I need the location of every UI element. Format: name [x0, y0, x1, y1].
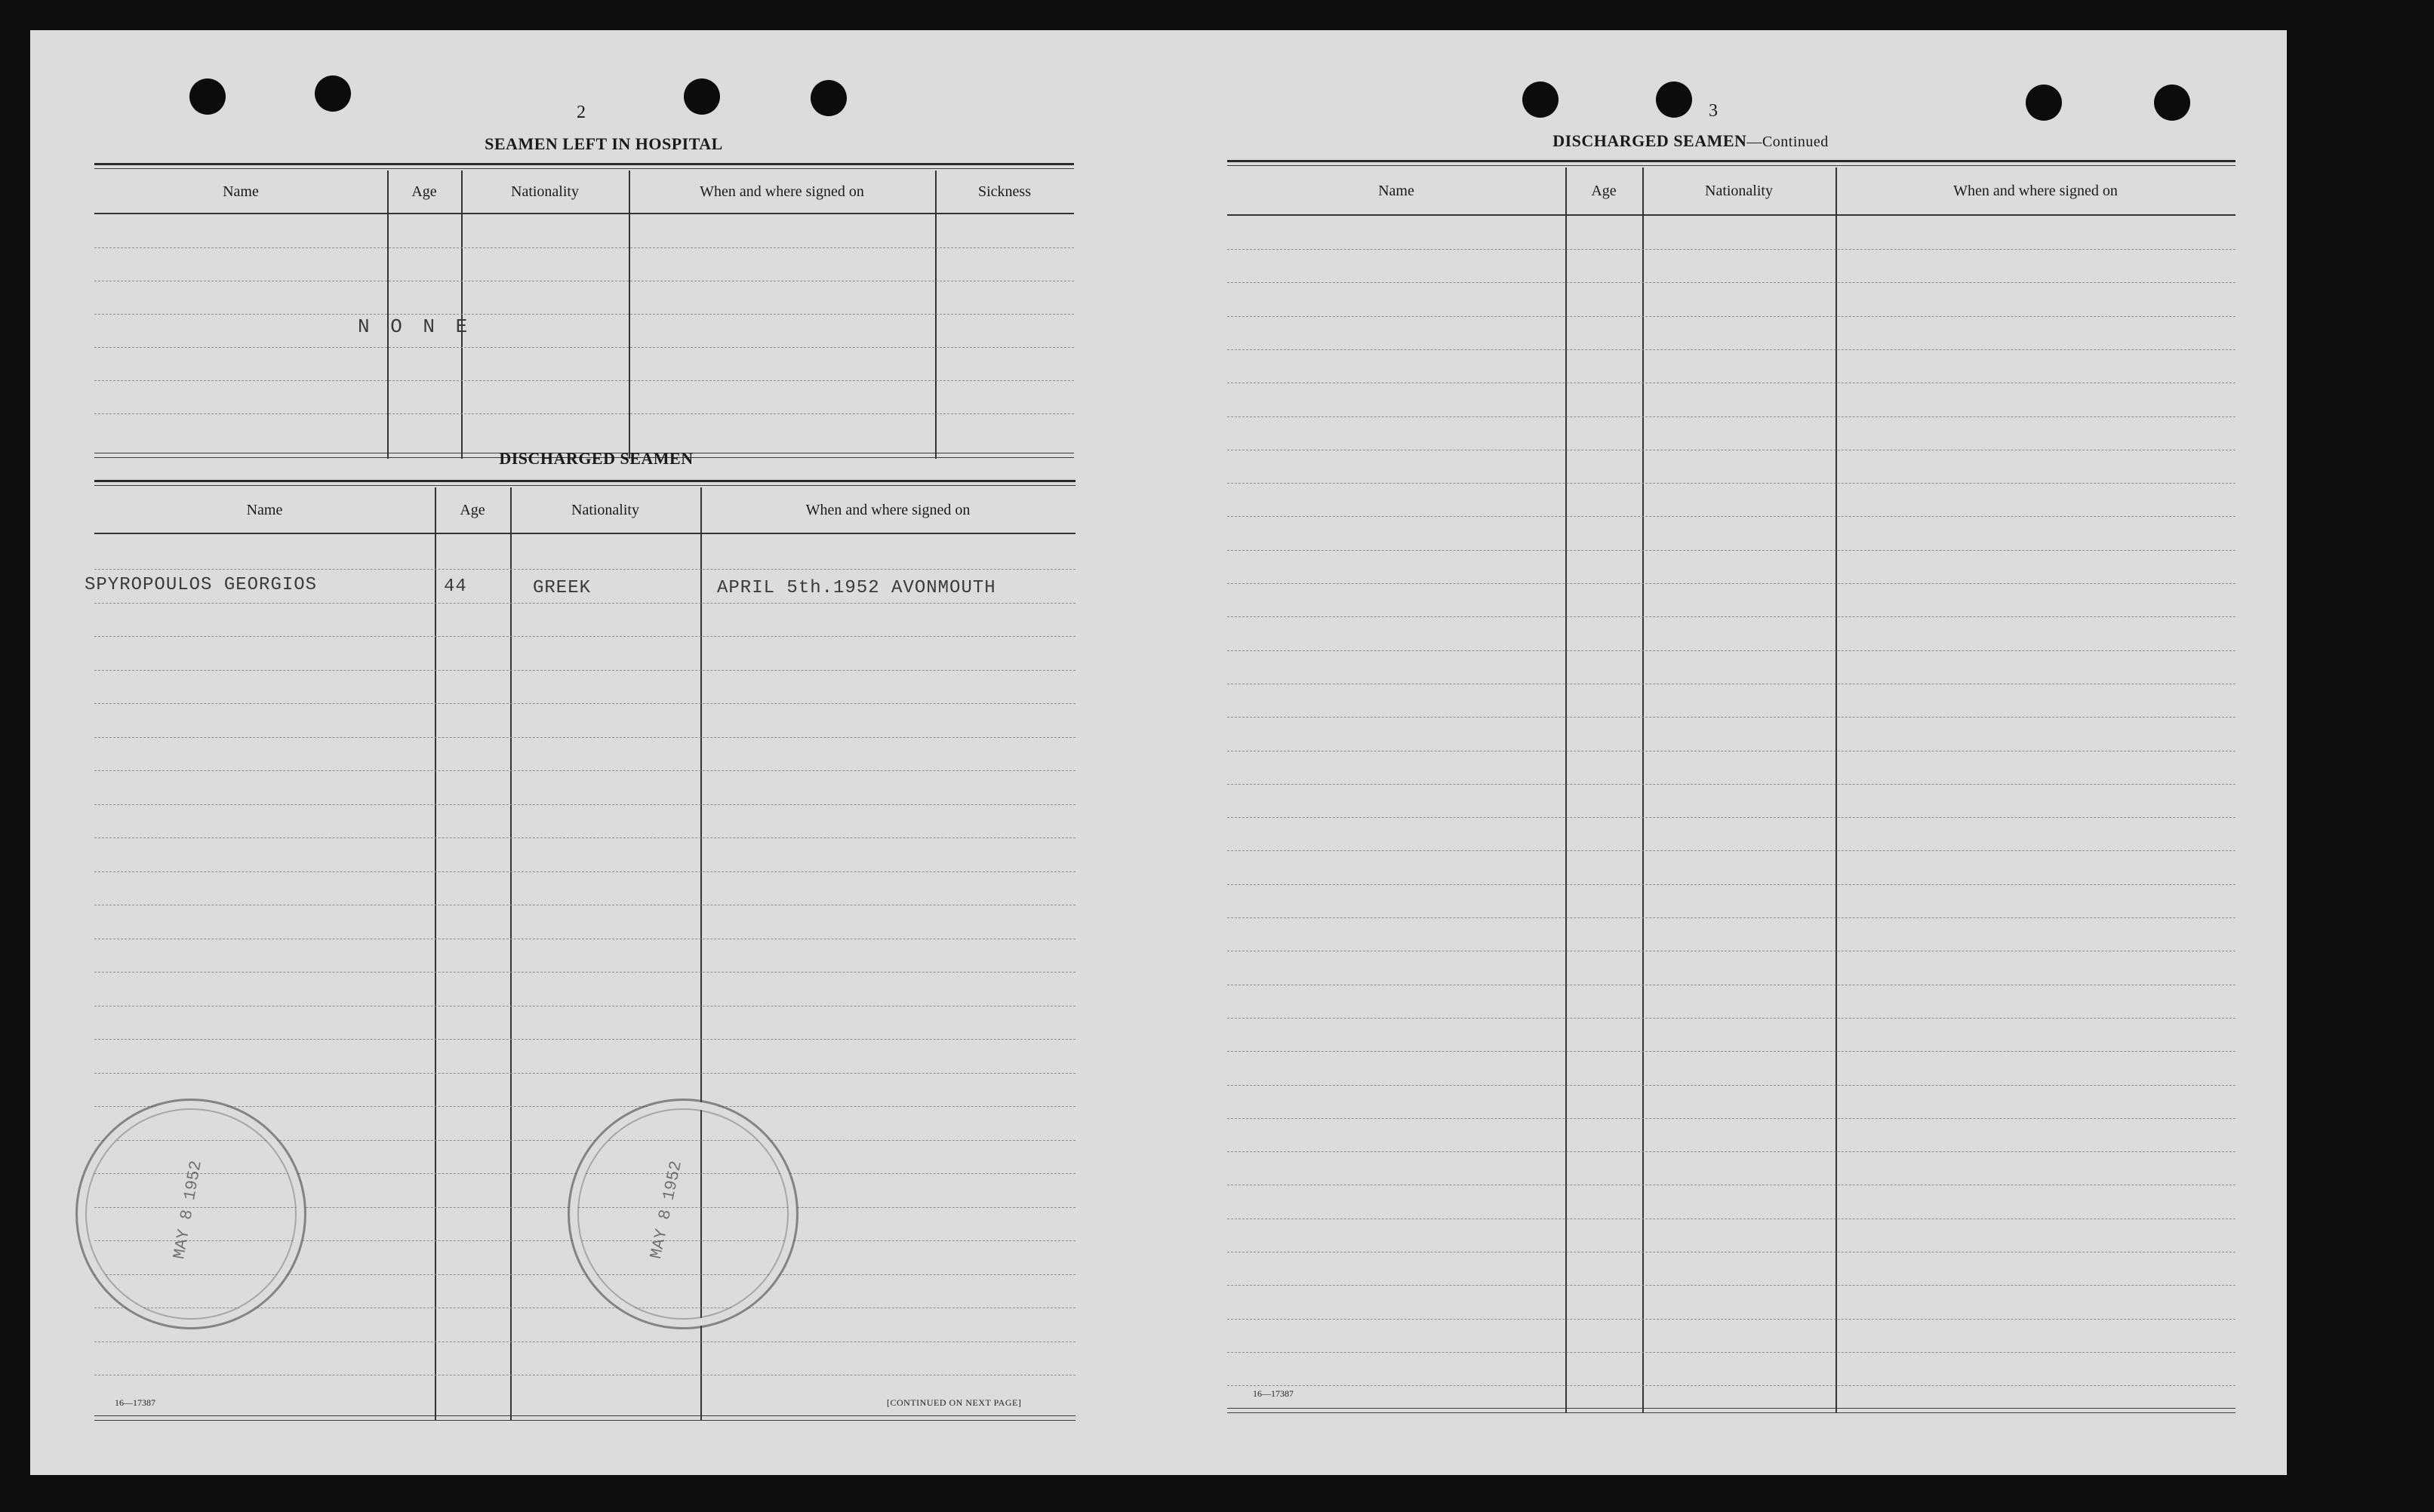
ruled-line — [1227, 583, 2236, 584]
ruled-line — [1227, 1085, 2236, 1086]
ruled-line — [1227, 784, 2236, 785]
hospital-section-title: SEAMEN LEFT IN HOSPITAL — [485, 134, 723, 153]
ruled-line — [1227, 1319, 2236, 1320]
hospital-header-row — [94, 171, 1074, 214]
ruled-line — [1227, 416, 2236, 417]
col-name: Name — [223, 183, 259, 200]
ruled-line — [1227, 917, 2236, 918]
ruled-line — [1227, 1285, 2236, 1286]
punch-hole — [2154, 85, 2190, 121]
ruled-line — [1227, 1118, 2236, 1119]
ruled-line — [94, 703, 1075, 704]
col-when-where: When and where signed on — [1953, 182, 2118, 199]
ruled-line — [94, 837, 1075, 838]
hospital-table — [94, 163, 1074, 460]
page-number-left: 2 — [577, 103, 586, 122]
ruled-line — [1227, 483, 2236, 484]
ruled-line — [1227, 349, 2236, 350]
ruled-line — [94, 603, 1075, 604]
form-number-left: 16—17387 — [115, 1397, 155, 1408]
ruled-line — [1227, 650, 2236, 651]
ruled-line — [94, 804, 1075, 805]
ruled-line — [94, 770, 1075, 771]
stamp-date: MAY 8 1952 — [647, 1159, 686, 1261]
continued-note: [CONTINUED ON NEXT PAGE] — [887, 1397, 1022, 1408]
col-when-where: When and where signed on — [700, 183, 864, 200]
seaman-nationality: GREEK — [533, 578, 592, 598]
ruled-line — [94, 871, 1075, 872]
ruled-line — [94, 1341, 1075, 1342]
ruled-line — [94, 636, 1075, 637]
punch-hole — [1522, 81, 1559, 118]
ruled-line — [1227, 316, 2236, 317]
col-nationality: Nationality — [511, 183, 579, 200]
punch-hole — [1656, 81, 1692, 118]
document-sheet — [30, 30, 2287, 1475]
ruled-line — [1227, 1051, 2236, 1052]
stamp-date: MAY 8 1952 — [170, 1159, 206, 1261]
ruled-line — [1227, 1352, 2236, 1353]
ruled-line — [1227, 817, 2236, 818]
ruled-line — [1227, 282, 2236, 283]
continued-suffix: —Continued — [1746, 134, 1829, 150]
hospital-none-entry: N O N E — [358, 315, 472, 338]
official-stamp-left — [75, 1099, 306, 1329]
ruled-line — [94, 972, 1075, 973]
discharged-section-title: DISCHARGED SEAMEN — [499, 449, 694, 468]
form-number-right: 16—17387 — [1253, 1388, 1294, 1399]
ruled-line — [94, 1039, 1075, 1040]
col-age: Age — [1591, 182, 1617, 199]
ruled-line — [1227, 1018, 2236, 1019]
ruled-line — [94, 1073, 1075, 1074]
punch-hole — [315, 75, 351, 112]
ruled-line — [1227, 616, 2236, 617]
ruled-line — [94, 737, 1075, 738]
ruled-line — [94, 1106, 1075, 1107]
ruled-line — [94, 670, 1075, 671]
col-age: Age — [460, 501, 485, 518]
punch-hole — [684, 78, 720, 115]
punch-hole — [2026, 85, 2062, 121]
ruled-line — [1227, 516, 2236, 517]
col-name: Name — [1378, 182, 1414, 199]
discharged-continued-title — [1464, 131, 1917, 151]
seaman-name: SPYROPOULOS GEORGIOS — [85, 575, 318, 595]
col-nationality: Nationality — [1705, 182, 1773, 199]
ruled-line — [1227, 717, 2236, 718]
seaman-signed-on: APRIL 5th.1952 AVONMOUTH — [717, 578, 996, 598]
ruled-line — [1227, 850, 2236, 851]
ruled-line — [1227, 249, 2236, 250]
discharged-title-main: DISCHARGED SEAMEN — [1552, 131, 1747, 150]
ruled-line — [1227, 550, 2236, 551]
col-sickness: Sickness — [978, 183, 1031, 200]
col-name: Name — [246, 501, 283, 518]
punch-hole — [811, 80, 847, 116]
discharged-header-row — [94, 487, 1075, 534]
discharged-table-right — [1227, 160, 2236, 1417]
official-stamp-middle — [568, 1099, 799, 1329]
ruled-line — [1227, 1151, 2236, 1152]
col-nationality: Nationality — [571, 501, 639, 518]
seaman-age: 44 — [444, 576, 467, 597]
col-age: Age — [411, 183, 437, 200]
discharged-continued-header-row — [1227, 167, 2236, 216]
page-number-right: 3 — [1709, 101, 1718, 121]
ruled-line — [1227, 884, 2236, 885]
ruled-line — [94, 569, 1075, 570]
punch-hole — [189, 78, 226, 115]
col-when-where: When and where signed on — [805, 501, 971, 518]
ruled-line — [1227, 1385, 2236, 1386]
